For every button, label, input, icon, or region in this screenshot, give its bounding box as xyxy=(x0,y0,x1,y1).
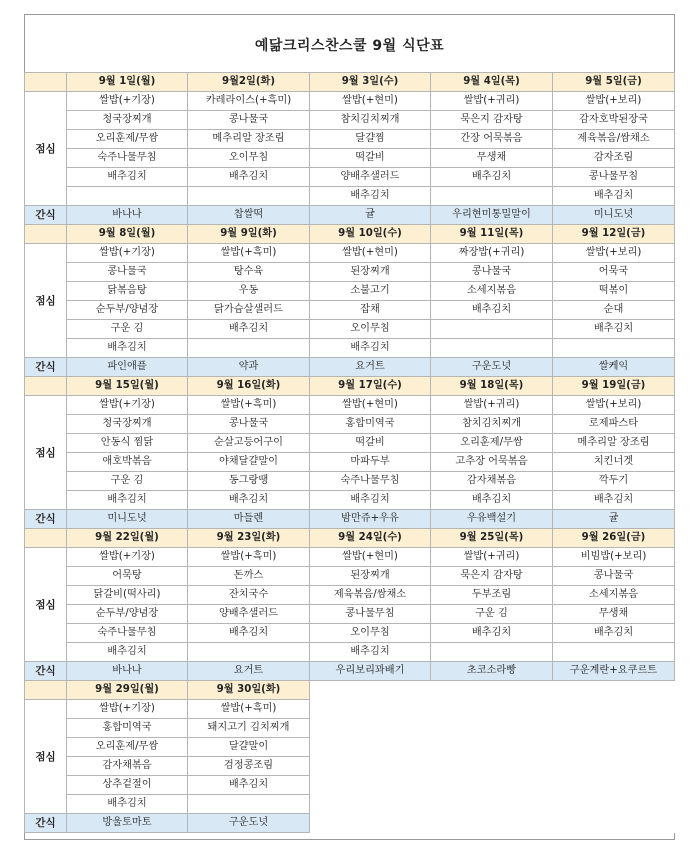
menu-item: 쌀밥(+보리) xyxy=(553,244,675,263)
menu-item: 구운 김 xyxy=(67,472,188,491)
menu-item: 잡채 xyxy=(310,301,431,320)
day-header: 9월 1일(월) xyxy=(67,73,188,92)
snack-label: 간식 xyxy=(25,814,67,833)
day-header: 9월 30일(화) xyxy=(188,681,310,700)
menu-item: 어묵탕 xyxy=(67,567,188,586)
menu-item: 쌀밥(+현미) xyxy=(310,244,431,263)
lunch-row xyxy=(25,567,675,586)
empty-cell xyxy=(431,681,553,700)
empty-cell xyxy=(310,681,431,700)
menu-item: 홍합미역국 xyxy=(310,415,431,434)
menu-item xyxy=(188,795,310,814)
menu-item: 배추김치 xyxy=(67,795,188,814)
lunch-row xyxy=(25,282,675,301)
snack-row xyxy=(25,358,675,377)
lunch-row xyxy=(25,301,675,320)
empty-cell xyxy=(310,757,431,776)
week-header-row xyxy=(25,529,675,548)
empty-cell xyxy=(553,776,675,795)
menu-item: 오이무침 xyxy=(310,624,431,643)
lunch-row xyxy=(25,187,675,206)
menu-item: 로제파스타 xyxy=(553,415,675,434)
menu-item: 쌀밥(+현미) xyxy=(310,548,431,567)
menu-item: 쌀밥(+기장) xyxy=(67,396,188,415)
corner-cell xyxy=(25,681,67,700)
menu-item: 비빔밥(+보리) xyxy=(553,548,675,567)
menu-item: 떡갈비 xyxy=(310,149,431,168)
menu-item: 카레라이스(+흑미) xyxy=(188,92,310,111)
menu-item: 쌀밥(+현미) xyxy=(310,396,431,415)
day-header: 9월 8일(월) xyxy=(67,225,188,244)
menu-item: 깍두기 xyxy=(553,472,675,491)
snack-item: 미니도넛 xyxy=(553,206,675,225)
snack-item: 마들렌 xyxy=(188,510,310,529)
lunch-label: 점심 xyxy=(25,396,67,510)
menu-item: 소세지볶음 xyxy=(431,282,553,301)
lunch-row xyxy=(25,415,675,434)
day-header: 9월 5일(금) xyxy=(553,73,675,92)
menu-item: 닭볶음탕 xyxy=(67,282,188,301)
day-header: 9월 24일(수) xyxy=(310,529,431,548)
snack-row xyxy=(25,662,675,681)
menu-item: 묵은지 감자탕 xyxy=(431,567,553,586)
menu-item: 쌀밥(+귀리) xyxy=(431,396,553,415)
menu-item: 쌀밥(+현미) xyxy=(310,92,431,111)
day-header: 9월 18일(목) xyxy=(431,377,553,396)
empty-cell xyxy=(553,757,675,776)
menu-sheet xyxy=(24,14,675,840)
corner-cell xyxy=(25,225,67,244)
menu-item: 탕수육 xyxy=(188,263,310,282)
menu-item: 동그랑땡 xyxy=(188,472,310,491)
week-header-row xyxy=(25,73,675,92)
menu-item: 홍합미역국 xyxy=(67,719,188,738)
menu-item xyxy=(431,320,553,339)
lunch-row xyxy=(25,605,675,624)
menu-item: 제육볶음/쌈채소 xyxy=(553,130,675,149)
lunch-row xyxy=(25,795,675,814)
snack-label: 간식 xyxy=(25,510,67,529)
menu-item: 배추김치 xyxy=(431,624,553,643)
menu-item: 배추김치 xyxy=(188,776,310,795)
day-header: 9월 10일(수) xyxy=(310,225,431,244)
snack-item: 파인애플 xyxy=(67,358,188,377)
corner-cell xyxy=(25,529,67,548)
menu-item: 두부조림 xyxy=(431,586,553,605)
menu-item: 어묵국 xyxy=(553,263,675,282)
snack-item: 구운도넛 xyxy=(188,814,310,833)
snack-item: 귤 xyxy=(310,206,431,225)
empty-cell xyxy=(310,719,431,738)
menu-item: 달걀찜 xyxy=(310,130,431,149)
menu-item: 닭갈비(떡사리) xyxy=(67,586,188,605)
week-header-row xyxy=(25,681,675,700)
menu-item: 묵은지 감자탕 xyxy=(431,111,553,130)
menu-item: 쌀밥(+귀리) xyxy=(431,548,553,567)
week-header-row xyxy=(25,377,675,396)
menu-item xyxy=(67,187,188,206)
snack-item: 미니도넛 xyxy=(67,510,188,529)
menu-item: 콩나물무침 xyxy=(553,168,675,187)
menu-item: 쌀밥(+흑미) xyxy=(188,700,310,719)
lunch-row xyxy=(25,700,675,719)
snack-label: 간식 xyxy=(25,358,67,377)
menu-item: 콩나물국 xyxy=(188,415,310,434)
menu-item: 소불고기 xyxy=(310,282,431,301)
menu-item: 닭가슴살샐러드 xyxy=(188,301,310,320)
lunch-row xyxy=(25,434,675,453)
snack-item: 약과 xyxy=(188,358,310,377)
lunch-row xyxy=(25,339,675,358)
empty-cell xyxy=(310,795,431,814)
menu-item xyxy=(188,187,310,206)
menu-item: 된장찌개 xyxy=(310,263,431,282)
menu-item: 쌀밥(+보리) xyxy=(553,396,675,415)
lunch-row xyxy=(25,643,675,662)
empty-cell xyxy=(310,738,431,757)
menu-item: 치킨너겟 xyxy=(553,453,675,472)
menu-item: 배추김치 xyxy=(431,491,553,510)
menu-item: 고추장 어묵볶음 xyxy=(431,453,553,472)
menu-item: 숙주나물무침 xyxy=(67,624,188,643)
menu-item: 잔치국수 xyxy=(188,586,310,605)
snack-row xyxy=(25,814,675,833)
menu-item: 배추김치 xyxy=(188,491,310,510)
empty-cell xyxy=(431,776,553,795)
empty-cell xyxy=(431,700,553,719)
lunch-row xyxy=(25,130,675,149)
day-header: 9월 12일(금) xyxy=(553,225,675,244)
snack-item: 밤만쥬+우유 xyxy=(310,510,431,529)
empty-cell xyxy=(431,738,553,757)
menu-item: 배추김치 xyxy=(553,320,675,339)
day-header: 9월 4일(목) xyxy=(431,73,553,92)
lunch-row xyxy=(25,168,675,187)
menu-item: 구운 김 xyxy=(67,320,188,339)
snack-item: 쌀케익 xyxy=(553,358,675,377)
menu-item: 쌀밥(+기장) xyxy=(67,548,188,567)
day-header: 9월 3일(수) xyxy=(310,73,431,92)
menu-item: 숙주나물무침 xyxy=(310,472,431,491)
empty-cell xyxy=(553,681,675,700)
snack-item: 찹쌀떡 xyxy=(188,206,310,225)
menu-item: 쌀밥(+기장) xyxy=(67,700,188,719)
snack-item: 우유백설기 xyxy=(431,510,553,529)
snack-item: 방울토마토 xyxy=(67,814,188,833)
empty-cell xyxy=(310,776,431,795)
menu-item: 양배추샐러드 xyxy=(310,168,431,187)
menu-item: 배추김치 xyxy=(188,168,310,187)
lunch-row xyxy=(25,719,675,738)
lunch-row xyxy=(25,453,675,472)
menu-item: 감자조림 xyxy=(553,149,675,168)
menu-item: 배추김치 xyxy=(67,491,188,510)
menu-item: 돈까스 xyxy=(188,567,310,586)
corner-cell xyxy=(25,73,67,92)
day-header: 9월 16일(화) xyxy=(188,377,310,396)
menu-item: 애호박볶음 xyxy=(67,453,188,472)
menu-item: 양배추샐러드 xyxy=(188,605,310,624)
menu-item: 검정콩조림 xyxy=(188,757,310,776)
lunch-row xyxy=(25,149,675,168)
empty-cell xyxy=(310,700,431,719)
snack-row xyxy=(25,510,675,529)
menu-item: 오리훈제/무쌈 xyxy=(67,738,188,757)
menu-item xyxy=(188,339,310,358)
menu-item: 순대 xyxy=(553,301,675,320)
lunch-label: 점심 xyxy=(25,244,67,358)
menu-item: 배추김치 xyxy=(188,624,310,643)
menu-item: 짜장밥(+귀리) xyxy=(431,244,553,263)
menu-item: 된장찌개 xyxy=(310,567,431,586)
snack-item: 귤 xyxy=(553,510,675,529)
menu-item: 쌀밥(+기장) xyxy=(67,244,188,263)
menu-item: 순두부/양념장 xyxy=(67,605,188,624)
menu-item: 우동 xyxy=(188,282,310,301)
snack-item: 초코소라빵 xyxy=(431,662,553,681)
lunch-row xyxy=(25,111,675,130)
menu-item: 청국장찌개 xyxy=(67,111,188,130)
snack-item: 바나나 xyxy=(67,206,188,225)
menu-item: 구운 김 xyxy=(431,605,553,624)
lunch-row xyxy=(25,548,675,567)
day-header: 9월 17일(수) xyxy=(310,377,431,396)
menu-item: 감자채볶음 xyxy=(67,757,188,776)
menu-item: 쌀밥(+기장) xyxy=(67,92,188,111)
menu-item: 배추김치 xyxy=(310,187,431,206)
lunch-label: 점심 xyxy=(25,700,67,814)
day-header: 9월 9일(화) xyxy=(188,225,310,244)
menu-item xyxy=(431,643,553,662)
empty-cell xyxy=(553,719,675,738)
menu-item: 쌀밥(+보리) xyxy=(553,92,675,111)
empty-cell xyxy=(553,738,675,757)
menu-item: 쌀밥(+흑미) xyxy=(188,548,310,567)
snack-item: 우리현미통밀말이 xyxy=(431,206,553,225)
menu-item xyxy=(553,339,675,358)
menu-item: 떡볶이 xyxy=(553,282,675,301)
day-header: 9월 26일(금) xyxy=(553,529,675,548)
lunch-row xyxy=(25,263,675,282)
menu-item: 오이무침 xyxy=(310,320,431,339)
menu-item: 감자호박된장국 xyxy=(553,111,675,130)
empty-cell xyxy=(431,795,553,814)
empty-cell xyxy=(553,700,675,719)
menu-item: 콩나물국 xyxy=(67,263,188,282)
empty-cell xyxy=(553,795,675,814)
menu-item: 제육볶음/쌈채소 xyxy=(310,586,431,605)
menu-item: 배추김치 xyxy=(188,320,310,339)
lunch-row xyxy=(25,472,675,491)
menu-item: 배추김치 xyxy=(67,643,188,662)
menu-item: 청국장찌개 xyxy=(67,415,188,434)
snack-item: 우리보리꽈배기 xyxy=(310,662,431,681)
menu-item: 메추리알 장조림 xyxy=(188,130,310,149)
menu-item: 순두부/양념장 xyxy=(67,301,188,320)
menu-item: 콩나물국 xyxy=(553,567,675,586)
menu-item: 배추김치 xyxy=(553,187,675,206)
empty-cell xyxy=(553,814,675,833)
empty-cell xyxy=(431,814,553,833)
day-header: 9월 22일(월) xyxy=(67,529,188,548)
snack-label: 간식 xyxy=(25,206,67,225)
menu-item: 쌀밥(+흑미) xyxy=(188,244,310,263)
week-header-row xyxy=(25,225,675,244)
lunch-label: 점심 xyxy=(25,548,67,662)
day-header: 9월 25일(목) xyxy=(431,529,553,548)
empty-cell xyxy=(431,719,553,738)
menu-item: 무생채 xyxy=(431,149,553,168)
menu-item xyxy=(431,339,553,358)
lunch-row xyxy=(25,92,675,111)
menu-item: 콩나물무침 xyxy=(310,605,431,624)
lunch-row xyxy=(25,757,675,776)
menu-item: 순살고등어구이 xyxy=(188,434,310,453)
corner-cell xyxy=(25,377,67,396)
lunch-row xyxy=(25,244,675,263)
day-header: 9월 15일(월) xyxy=(67,377,188,396)
menu-item: 배추김치 xyxy=(310,643,431,662)
day-header: 9월 29일(월) xyxy=(67,681,188,700)
menu-item: 돼지고기 김치찌개 xyxy=(188,719,310,738)
snack-item: 요거트 xyxy=(188,662,310,681)
page-title: 예닮크리스찬스쿨 9월 식단표 xyxy=(254,38,445,54)
menu-table xyxy=(24,72,675,833)
menu-item: 참치김치찌개 xyxy=(431,415,553,434)
snack-item: 구운도넛 xyxy=(431,358,553,377)
empty-cell xyxy=(310,814,431,833)
lunch-row xyxy=(25,396,675,415)
lunch-row xyxy=(25,624,675,643)
day-header: 9월 23일(화) xyxy=(188,529,310,548)
menu-item: 콩나물국 xyxy=(188,111,310,130)
snack-item: 요거트 xyxy=(310,358,431,377)
empty-cell xyxy=(431,757,553,776)
snack-row xyxy=(25,206,675,225)
menu-item: 배추김치 xyxy=(67,339,188,358)
menu-item xyxy=(188,643,310,662)
day-header: 9월2일(화) xyxy=(188,73,310,92)
menu-item: 소세지볶음 xyxy=(553,586,675,605)
menu-item: 마파두부 xyxy=(310,453,431,472)
menu-item: 배추김치 xyxy=(431,301,553,320)
snack-item: 바나나 xyxy=(67,662,188,681)
menu-item: 상추겉절이 xyxy=(67,776,188,795)
menu-item: 쌀밥(+흑미) xyxy=(188,396,310,415)
menu-item: 쌀밥(+귀리) xyxy=(431,92,553,111)
menu-item: 안동식 찜닭 xyxy=(67,434,188,453)
menu-item: 떡갈비 xyxy=(310,434,431,453)
menu-item: 참치김치찌개 xyxy=(310,111,431,130)
menu-item: 오리훈제/무쌈 xyxy=(431,434,553,453)
menu-item: 배추김치 xyxy=(310,339,431,358)
menu-item: 배추김치 xyxy=(310,491,431,510)
lunch-row xyxy=(25,320,675,339)
lunch-label: 점심 xyxy=(25,92,67,206)
menu-item: 메추리알 장조림 xyxy=(553,434,675,453)
lunch-row xyxy=(25,738,675,757)
menu-item: 오리훈제/무쌈 xyxy=(67,130,188,149)
menu-item: 배추김치 xyxy=(67,168,188,187)
menu-item: 달걀말이 xyxy=(188,738,310,757)
day-header: 9월 11일(목) xyxy=(431,225,553,244)
menu-item: 배추김치 xyxy=(431,168,553,187)
lunch-row xyxy=(25,586,675,605)
menu-item: 배추김치 xyxy=(553,491,675,510)
lunch-row xyxy=(25,776,675,795)
menu-item: 배추김치 xyxy=(553,624,675,643)
menu-item: 무생채 xyxy=(553,605,675,624)
menu-item: 간장 어묵볶음 xyxy=(431,130,553,149)
menu-item: 야채달걀말이 xyxy=(188,453,310,472)
menu-item: 감자채볶음 xyxy=(431,472,553,491)
menu-item: 오이무침 xyxy=(188,149,310,168)
menu-item xyxy=(431,187,553,206)
day-header: 9월 19일(금) xyxy=(553,377,675,396)
menu-item xyxy=(553,643,675,662)
snack-item: 구운계란+요쿠르트 xyxy=(553,662,675,681)
menu-item: 콩나물국 xyxy=(431,263,553,282)
lunch-row xyxy=(25,491,675,510)
snack-label: 간식 xyxy=(25,662,67,681)
menu-item: 숙주나물무침 xyxy=(67,149,188,168)
